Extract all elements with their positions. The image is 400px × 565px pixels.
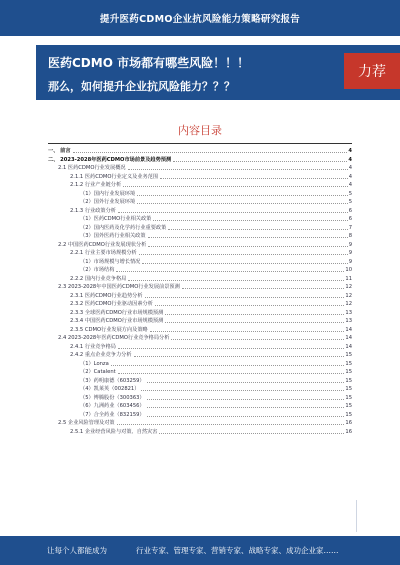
toc-entry-text: （5）博腾股份（300363） (80, 394, 145, 401)
toc-leader-dots (128, 164, 348, 170)
toc-entry-text: 2.2.1 行业主要市场规模分析 (70, 250, 137, 256)
report-header-title: 提升医药CDMO企业抗风险能力策略研究报告 (99, 14, 301, 25)
footer-roles: 行业专家、管理专家、营销专家、战略专家、成功企业家…… (136, 546, 339, 555)
toc-entry[interactable] (48, 224, 352, 232)
toc-entry[interactable] (48, 190, 352, 198)
toc-divider (48, 143, 352, 144)
toc-leader-dots (182, 283, 345, 289)
toc-entry-text: 2.1.1 医药CDMO行业定义及业务范围 (70, 173, 159, 180)
toc-entry[interactable] (48, 377, 352, 385)
toc-entry-page: 15 (345, 403, 352, 409)
toc-entry[interactable] (48, 241, 352, 249)
toc-entry[interactable] (48, 292, 352, 300)
toc-leader-dots (118, 207, 348, 213)
toc-entry[interactable] (48, 411, 352, 419)
toc-leader-dots (153, 215, 347, 221)
toc-leader-dots (173, 156, 347, 162)
toc-entry[interactable] (48, 394, 352, 402)
toc-entry[interactable] (48, 317, 352, 325)
toc-leader-dots (147, 377, 345, 383)
toc-entry-page: 15 (345, 377, 352, 384)
toc-title: 内容目录 (178, 124, 222, 137)
toc-entry-text: （1）市场规模与增长情况 (80, 258, 141, 265)
toc-entry-page: 9 (348, 241, 352, 248)
toc-entry-text: 二、 2023-2028年医药CDMO市场前景及趋势预测 (48, 156, 172, 163)
toc-entry[interactable] (48, 147, 352, 155)
toc-entry[interactable] (48, 283, 352, 291)
toc-leader-dots (117, 419, 345, 425)
toc-entry-text: （2）国内医药及化学药行业重要政策 (80, 224, 167, 231)
toc-entry-text: （2）市场结构 (80, 267, 115, 273)
toc-entry[interactable] (48, 198, 352, 206)
toc-entry-page: 12 (345, 292, 352, 299)
toc-leader-dots (171, 334, 344, 340)
toc-leader-dots (147, 411, 345, 417)
toc-entry[interactable] (48, 215, 352, 223)
toc-entry-page: 10 (345, 267, 352, 273)
toc-entry-page: 5 (348, 190, 352, 197)
toc-leader-dots (142, 258, 347, 264)
toc-leader-dots (123, 181, 348, 187)
toc-entry-text: 2.2 中国医药CDMO行业发展现状分析 (58, 241, 147, 248)
report-header-bar (0, 0, 400, 36)
page-edge-line (356, 500, 357, 532)
toc-entry[interactable] (48, 266, 352, 274)
toc-entry[interactable] (48, 275, 352, 283)
toc-entry-text: 2.3.1 医药CDMO行业趋势分析 (70, 292, 143, 299)
toc-entry[interactable] (48, 164, 352, 172)
toc-entry[interactable] (48, 360, 352, 368)
toc-entry-text: 2.3.2 医药CDMO行业驱动因素分析 (70, 301, 153, 307)
toc-entry-text: 2.1.2 行业产业链分析 (70, 182, 122, 188)
toc-entry-page: 16 (345, 428, 352, 435)
toc-leader-dots (134, 351, 345, 357)
toc-entry-page: 6 (348, 216, 352, 222)
toc-entry-text: 2.3.3 全球医药CDMO行业市场规模预测 (70, 309, 164, 316)
toc-entry-text: （1）医药CDMO行业相关政策 (80, 216, 152, 222)
hero-line-1: 医药CDMO 市场都有哪些风险！！！ (48, 56, 250, 70)
toc-entry[interactable] (48, 419, 352, 427)
toc-entry-page: 15 (345, 394, 352, 401)
toc-entry-text: （6）九洲药业（603456） (80, 403, 145, 409)
toc-entry[interactable] (48, 258, 352, 266)
toc-leader-dots (137, 198, 348, 204)
toc-entry-page: 4 (348, 165, 352, 171)
toc-leader-dots (148, 241, 347, 247)
toc-entry-page: 9 (348, 250, 352, 256)
toc-leader-dots (168, 224, 347, 230)
toc-entry-page: 6 (348, 207, 352, 214)
toc-entry-text: （3）国外医药行业相关政策 (80, 233, 146, 239)
toc-entry-page: 5 (348, 199, 352, 205)
toc-entry-text: （7）合全药业（832159） (80, 411, 145, 418)
toc-entry[interactable] (48, 385, 352, 393)
toc-entry-page: 15 (345, 386, 352, 392)
toc-entry[interactable] (48, 249, 352, 257)
toc-leader-dots (139, 249, 348, 255)
toc-entry[interactable] (48, 207, 352, 215)
toc-entry-text: 2.1.3 行业政策分析 (70, 207, 116, 214)
toc-entry-text: （4）凯莱英（002821） (80, 386, 140, 392)
toc-entry-text: 2.2.2 国内行业竞争格局 (70, 275, 127, 282)
toc-entry-page: 7 (348, 224, 352, 231)
footer-bar (0, 536, 400, 565)
toc-entry-text: 2.5.1 企业经营风险与对策、自然灾害 (70, 428, 158, 435)
toc-leader-dots (159, 428, 344, 434)
toc-leader-dots (165, 317, 344, 323)
toc-leader-dots (128, 275, 344, 281)
toc-entry-text: 2.3.4 中国医药CDMO行业市场规模预测 (70, 318, 164, 324)
toc-leader-dots (150, 326, 345, 332)
toc-leader-dots (141, 385, 344, 391)
toc-entry-text: 2.4 2023-2028年医药CDMO行业竞争格局分析 (58, 335, 170, 341)
toc-entry-page: 4 (348, 182, 352, 188)
toc-entry-page: 8 (348, 233, 352, 239)
toc-entry-page: 15 (345, 411, 352, 418)
toc-leader-dots (118, 343, 344, 349)
toc-entry-page: 15 (345, 352, 352, 358)
toc-entry-page: 9 (348, 258, 352, 265)
toc-entry-text: 2.3 2023-2028年中国医药CDMO行业发展前景预测 (58, 284, 180, 290)
toc-entry[interactable] (48, 232, 352, 240)
toc-entry-text: 2.3.5 CDMO行业发展方向及策略 (70, 326, 148, 333)
toc-leader-dots (148, 232, 348, 238)
toc-entry[interactable] (48, 156, 352, 164)
toc-entry[interactable] (48, 326, 352, 334)
recommend-badge: 力荐 (344, 53, 400, 89)
toc-entry-text: （2）Catalent (80, 369, 116, 375)
hero-line-2: 那么，如何提升企业抗风险能力？？？ (48, 80, 235, 93)
toc-leader-dots (137, 190, 348, 196)
toc-entry-page: 4 (348, 156, 352, 163)
toc-entry-page: 11 (345, 275, 352, 282)
toc-entry-page: 15 (345, 369, 352, 375)
toc-entry-text: 一、 前言 (48, 148, 71, 154)
toc-leader-dots (155, 300, 344, 306)
toc-entry-page: 14 (345, 326, 352, 333)
toc-leader-dots (118, 368, 345, 374)
toc-entry-page: 13 (345, 309, 352, 316)
toc-entry-page: 14 (345, 343, 352, 350)
toc-entry-text: 2.4.2 重点企业竞争力分析 (70, 352, 132, 358)
toc-leader-dots (147, 402, 345, 408)
toc-leader-dots (165, 309, 344, 315)
toc-entry-page: 14 (345, 335, 352, 341)
toc-entry-text: （2）国外行业发展环境 (80, 199, 136, 205)
toc-entry[interactable] (48, 181, 352, 189)
toc-entry-text: （3）药明康德（603259） (80, 377, 145, 384)
toc-entry[interactable] (48, 351, 352, 359)
toc-entry-page: 16 (345, 420, 352, 426)
toc-entry[interactable] (48, 402, 352, 410)
toc-entry-page: 12 (345, 284, 352, 290)
toc-entry-page: 4 (348, 173, 352, 180)
toc-leader-dots (111, 360, 345, 366)
toc-entry-page: 13 (345, 318, 352, 324)
toc-entry[interactable] (48, 368, 352, 376)
toc-entry-text: 2.1 医药CDMO行业发展概况 (58, 165, 126, 171)
toc-entry-page: 4 (348, 148, 352, 154)
toc-leader-dots (147, 394, 345, 400)
toc-entry-page: 12 (345, 301, 352, 307)
toc-entry[interactable] (48, 343, 352, 351)
toc-entry[interactable] (48, 173, 352, 181)
toc-leader-dots (145, 292, 345, 298)
toc-leader-dots (116, 266, 344, 272)
toc-entry-page: 15 (345, 360, 352, 367)
toc-entry-text: （1）Lonza (80, 360, 109, 367)
toc-entry[interactable] (48, 309, 352, 317)
toc-entry[interactable] (48, 428, 352, 436)
toc-entry-text: 2.4.1 行业竞争格局 (70, 343, 116, 350)
toc-entry[interactable] (48, 300, 352, 308)
footer-slogan: 让每个人都能成为 (47, 546, 107, 555)
toc-entry-text: （1）国内行业发展环境 (80, 190, 136, 197)
toc-entry-text: 2.5 企业风险管理及对策 (58, 420, 115, 426)
toc-leader-dots (160, 173, 348, 179)
toc-leader-dots (73, 147, 348, 153)
toc-entry[interactable] (48, 334, 352, 342)
